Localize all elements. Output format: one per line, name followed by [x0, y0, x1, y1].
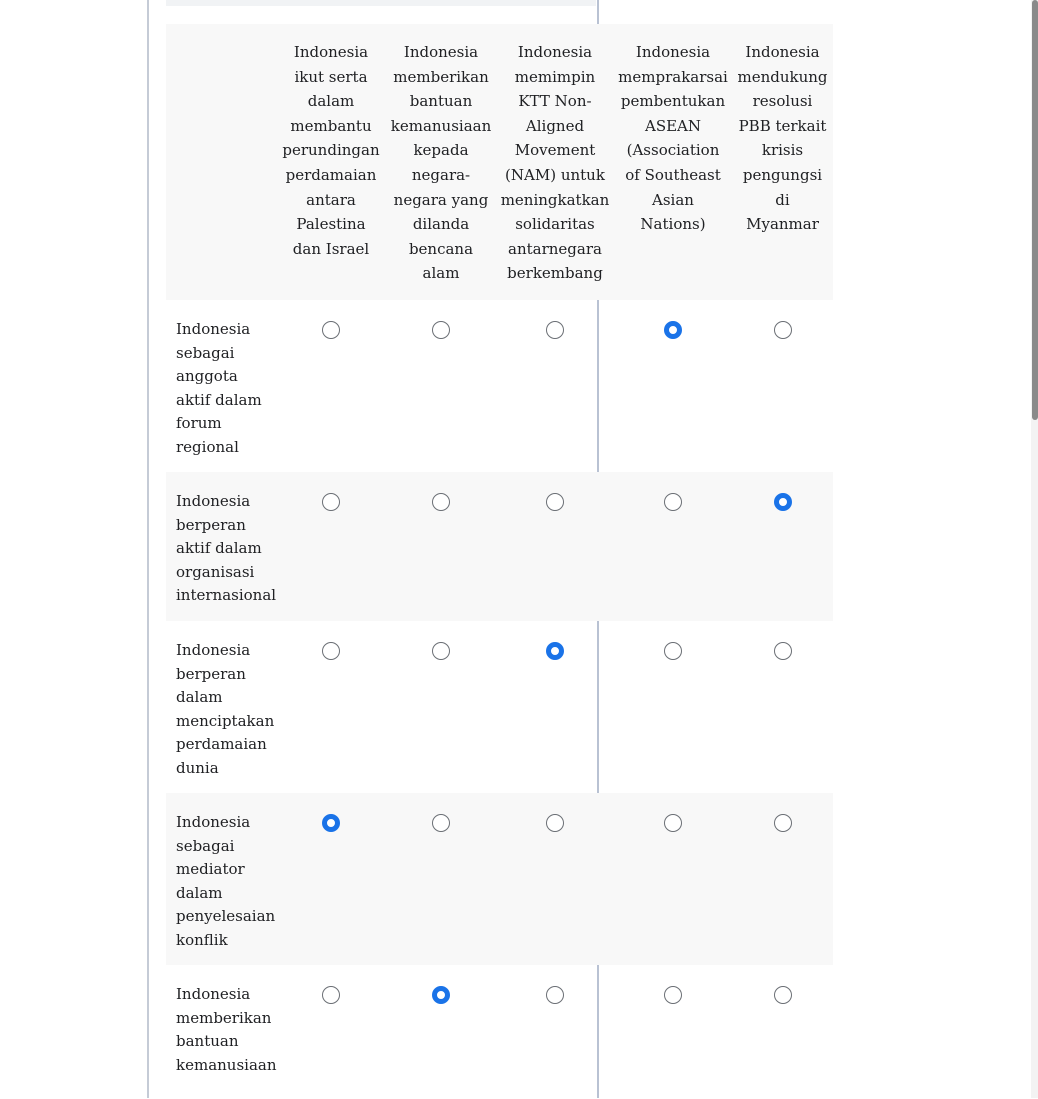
- grid-row: [166, 965, 833, 1099]
- radio-option[interactable]: [322, 642, 340, 660]
- page-divider-line: [597, 0, 599, 24]
- radio-option[interactable]: [546, 986, 564, 1004]
- radio-option[interactable]: [322, 321, 340, 339]
- row-label: Indonesia sebagai anggota aktif dalam forum regional: [176, 320, 262, 456]
- scrollbar-thumb[interactable]: [1032, 0, 1038, 420]
- grid-row: [166, 621, 833, 793]
- radio-option[interactable]: [664, 493, 682, 511]
- radio-option[interactable]: [546, 493, 564, 511]
- multiple-choice-grid: [166, 24, 833, 1099]
- column-header: Indonesia memberikan bantuan kemanusiaan kepada negara- negara yang dilanda bencana alam: [390, 43, 492, 283]
- page-divider-line: [597, 300, 599, 472]
- radio-option[interactable]: [432, 493, 450, 511]
- row-label: Indonesia memberikan bantuan kemanusiaan: [176, 985, 277, 1074]
- column-header: Indonesia memprakarsai pembentukan ASEAN (Association of Southeast Asian Nations): [618, 43, 728, 234]
- grid-corner-cell: [166, 24, 276, 40]
- radio-option[interactable]: [432, 642, 450, 660]
- grid-row: [166, 300, 833, 472]
- radio-option[interactable]: [546, 814, 564, 832]
- grid-header-row: [166, 24, 833, 300]
- radio-option[interactable]: [432, 321, 450, 339]
- row-label: Indonesia berperan dalam menciptakan perdamaian dunia: [176, 641, 275, 777]
- radio-option[interactable]: [664, 321, 682, 339]
- radio-option[interactable]: [322, 986, 340, 1004]
- radio-option[interactable]: [774, 321, 792, 339]
- row-label: Indonesia sebagai mediator dalam penyelesaian konflik: [176, 813, 276, 949]
- radio-option[interactable]: [322, 814, 340, 832]
- radio-option[interactable]: [774, 814, 792, 832]
- radio-option[interactable]: [774, 642, 792, 660]
- column-header: Indonesia mendukung resolusi PBB terkait krisis pengungsi di Myanmar: [737, 43, 828, 234]
- page-frame-left-border: [147, 0, 149, 1098]
- radio-option[interactable]: [432, 986, 450, 1004]
- radio-option[interactable]: [774, 493, 792, 511]
- column-header: Indonesia ikut serta dalam membantu perundingan perdamaian antara Palestina dan Israel: [282, 43, 380, 258]
- column-header: Indonesia memimpin KTT Non- Aligned Movement (NAM) untuk meningkatkan solidaritas antarnegara berkembang: [500, 43, 610, 283]
- row-label: Indonesia berperan aktif dalam organisasi internasional: [176, 492, 277, 604]
- radio-option[interactable]: [774, 986, 792, 1004]
- radio-option[interactable]: [322, 493, 340, 511]
- radio-option[interactable]: [664, 642, 682, 660]
- radio-option[interactable]: [546, 321, 564, 339]
- radio-option[interactable]: [664, 814, 682, 832]
- top-strip: [166, 0, 596, 6]
- radio-option[interactable]: [546, 642, 564, 660]
- page-divider-line: [597, 621, 599, 793]
- grid-row: [166, 472, 833, 621]
- grid-row: [166, 793, 833, 965]
- radio-option[interactable]: [664, 986, 682, 1004]
- radio-option[interactable]: [432, 814, 450, 832]
- page-divider-line: [597, 965, 599, 1098]
